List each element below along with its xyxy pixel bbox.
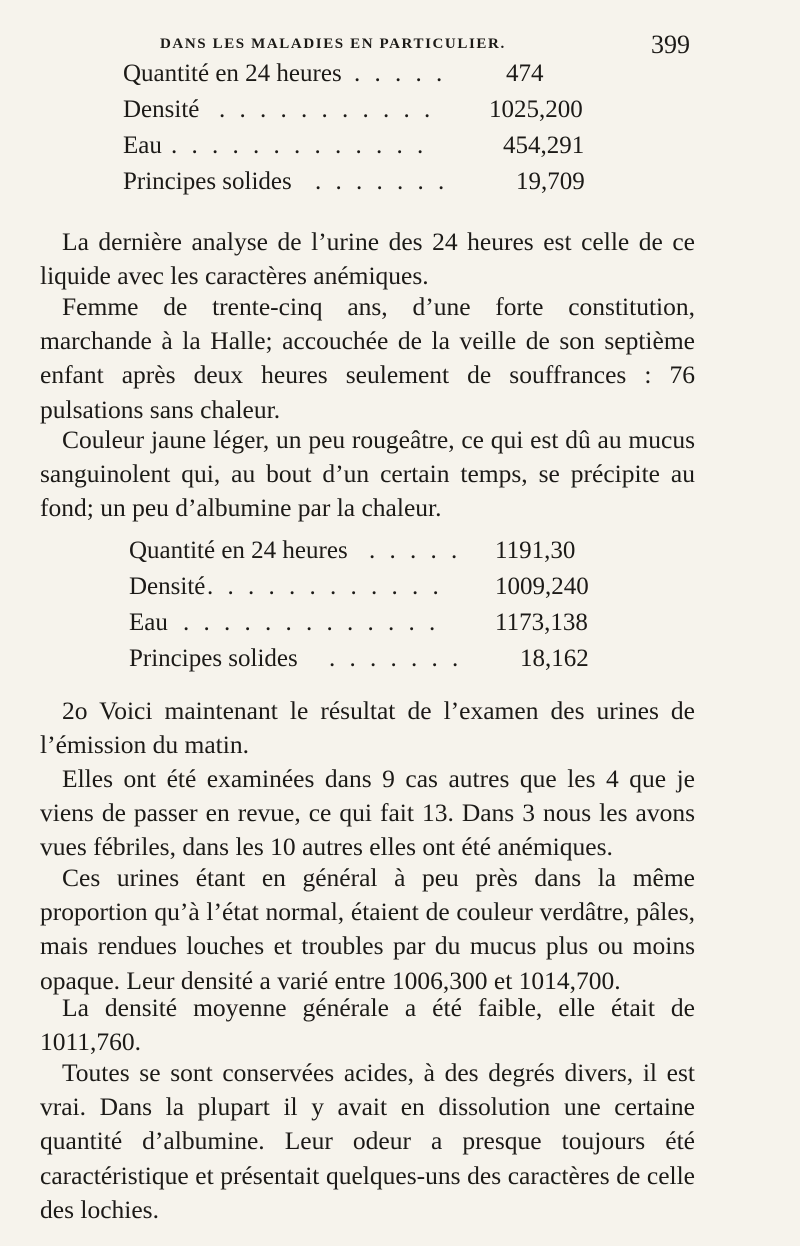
row-label: Densité [123,96,200,123]
row-label: Eau [129,609,168,636]
leader-dots: . . . . . . . . . . . . . [171,132,428,159]
leader-dots: . . . . . . . . . . . [219,96,435,123]
paragraph: Ces urines étant en général à peu près dans la même proportion qu’à l’état normal, étaient de couleur verdâtre, pâles, mais rendues louches et troubles par du mucus plus ou moins opaque. Leur densité a varié entre 1006,300 et 1014,700. [40,863,695,995]
table-row [123,168,643,204]
paragraph: Femme de trente-cinq ans, d’une forte constitution, marchande à la Halle; accouchée de la veille de son septième enfant après deux heures seulement de souffrances : 76 pulsations sans chaleur. [40,292,695,424]
row-label: Principes solides [123,168,292,195]
page-number: 399 [651,30,690,59]
row-value: 1025,200 [489,96,583,123]
paragraph: Elles ont été examinées dans 9 cas autres que les 4 que je viens de passer en revue, ce qui fait 13. Dans 3 nous les avons vues fébriles, dans les 10 autres elles ont été anémiques. [40,764,695,862]
row-value: 454,291 [503,132,585,159]
analysis-table-2 [129,537,649,681]
row-value: 1191,30 [495,537,576,564]
row-value: 18,162 [520,645,589,672]
page-header [160,30,690,62]
leader-dots: . . . . . [369,537,462,564]
row-label: Quantité en 24 heures [129,537,348,564]
paragraph: La densité moyenne générale a été faible, elle était de 1011,760. [40,993,695,1057]
table-row [129,645,649,681]
table-row [129,537,649,573]
table-row [129,573,649,609]
table-row [129,609,649,645]
table-row [123,96,643,132]
row-label: Eau [123,132,162,159]
analysis-table-1 [123,60,643,204]
row-value: 1173,138 [495,609,588,636]
row-label: Quantité en 24 heures [123,60,342,87]
leader-dots: . . . . . . . [315,168,449,195]
row-value: 474 [506,60,544,87]
row-label: Principes solides [129,645,298,672]
row-value: 19,709 [516,168,585,195]
running-head: DANS LES MALADIES EN PARTICULIER. [160,36,506,52]
leader-dots: . . . . . . . . . . . . [207,573,443,600]
paragraph: La dernière analyse de l’urine des 24 heures est celle de ce liquide avec les caractères anémiques. [40,227,695,291]
table-row [123,132,643,168]
leader-dots: . . . . . . . . . . . . . [183,609,440,636]
leader-dots: . . . . . . . [329,645,463,672]
leader-dots: . . . . . [354,60,447,87]
paragraph: Couleur jaune léger, un peu rougeâtre, ce qui est dû au mucus sanguinolent qui, au bout d’un certain temps, se précipite au fond; un peu d’albumine par la chaleur. [40,425,695,523]
row-label: Densité [129,573,206,600]
row-value: 1009,240 [495,573,589,600]
paragraph: 2o Voici maintenant le résultat de l’examen des urines de l’émission du matin. [40,696,695,760]
paragraph: Toutes se sont conservées acides, à des degrés divers, il est vrai. Dans la plupart il y avait en dissolution une certaine quantité d’albumine. Leur odeur a presque toujours été caractéristique et présentait quelques-uns des caractères de celle des lochies. [40,1058,695,1224]
table-row [123,60,643,96]
